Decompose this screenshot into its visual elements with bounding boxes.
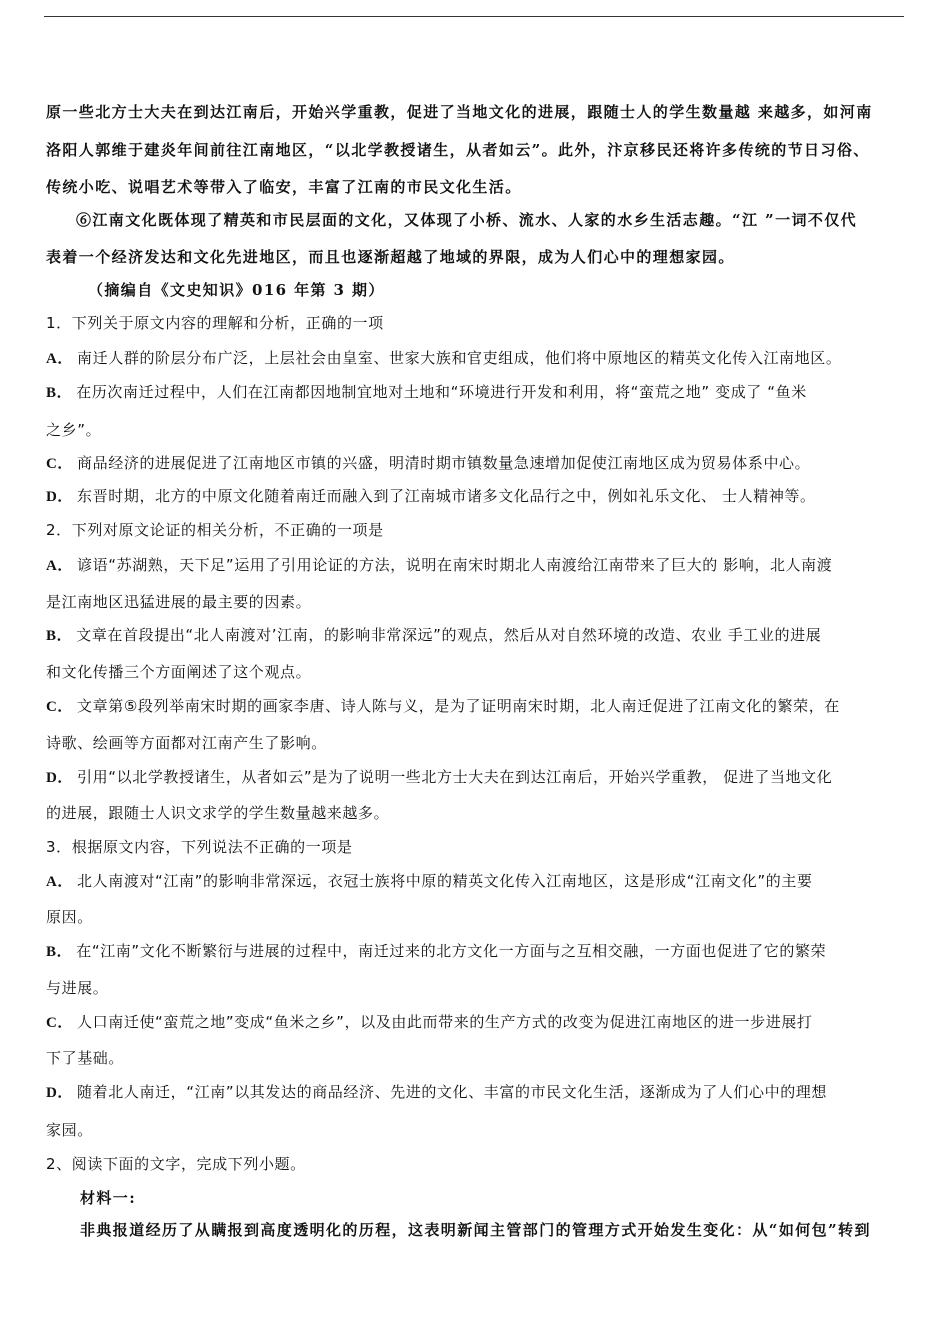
option-b xyxy=(46,382,906,403)
option-a xyxy=(46,871,906,892)
option-d-continued: 的进展，跟随士人识文求学的学生数量越来越多。 xyxy=(46,804,390,822)
option-c xyxy=(46,453,906,474)
option-c xyxy=(46,696,906,717)
option-b-continued: 和文化传播三个方面阐述了这个观点。 xyxy=(46,663,312,681)
option-text: 北人南渡对“江南”的影响非常深远，衣冠士族将中原的精英文化传入江南地区，这是形成“江南文化”的主要 xyxy=(77,872,813,890)
option-text: 在历次南迁过程中，人们在江南都因地制宜地对土地和“环境进行开发和利用，将“蛮荒之地” 变成了 “鱼米 xyxy=(76,383,807,401)
option-c-continued: 诗歌、绘画等方面都对江南产生了影响。 xyxy=(46,734,327,752)
option-a xyxy=(46,348,906,369)
option-d xyxy=(46,486,906,507)
option-letter: A． xyxy=(46,558,74,574)
option-text: 随着北人南迁，“江南”以其发达的商品经济、先进的文化、丰富的市民文化生活，逐渐成为了人们心中的理想 xyxy=(77,1083,827,1101)
passage-line: 表着一个经济发达和文化先进地区，而且也逐渐超越了地域的界限，成为人们心中的理想家园。 xyxy=(46,248,735,266)
option-letter: C． xyxy=(46,456,74,472)
option-letter: D． xyxy=(46,489,74,505)
option-letter: A． xyxy=(46,351,74,367)
option-b-continued: 与进展。 xyxy=(46,979,109,997)
option-letter: B． xyxy=(46,385,73,401)
option-text: 人口南迁使“蛮荒之地”变成“鱼米之乡”，以及由此而带来的生产方式的改变为促进江南地区的进一步进展打 xyxy=(77,1013,813,1031)
source-citation: （摘编自《文史知识》016 年第 3 期） xyxy=(88,281,385,299)
option-c xyxy=(46,1012,906,1033)
option-letter: B． xyxy=(46,628,73,644)
option-letter: C． xyxy=(46,699,74,715)
option-b xyxy=(46,625,906,646)
option-letter: C． xyxy=(46,1015,74,1031)
option-d xyxy=(46,767,906,788)
option-d-continued: 家园。 xyxy=(46,1121,93,1139)
option-a-continued: 原因。 xyxy=(46,908,93,926)
option-text: 在“江南”文化不断繁衍与进展的过程中，南迁过来的北方文化一方面与之互相交融，一方面也促进了它的繁荣 xyxy=(76,942,827,960)
option-d xyxy=(46,1082,906,1103)
option-text: 南迁人群的阶层分布广泛，上层社会由皇室、世家大族和官吏组成，他们将中原地区的精英文化传入江南地区。 xyxy=(77,349,842,367)
passage-line: 原一些北方士大夫在到达江南后，开始兴学重教，促进了当地文化的进展，跟随士人的学生数量越 来越多，如河南 xyxy=(46,103,873,121)
option-a-continued: 是江南地区迅猛进展的最主要的因素。 xyxy=(46,593,312,611)
option-letter: B． xyxy=(46,944,73,960)
material-text: 非典报道经历了从瞒报到高度透明化的历程，这表明新闻主管部门的管理方式开始发生变化：从“如何包”转到 xyxy=(80,1221,871,1239)
option-c-continued: 下了基础。 xyxy=(46,1049,125,1067)
option-letter: D． xyxy=(46,770,74,786)
header-rule xyxy=(44,16,904,17)
passage-line: 洛阳人郭维于建炎年间前往江南地区，“以北学教授诸生，从者如云”。此外，汴京移民还将许多传统的节日习俗、 xyxy=(46,141,870,159)
option-text: 文章在首段提出“北人南渡对’江南，的影响非常深远”的观点，然后从对自然环境的改造、农业 手工业的进展 xyxy=(76,626,822,644)
option-letter: D． xyxy=(46,1085,74,1101)
option-text: 文章第⑤段列举南宋时期的画家李唐、诗人陈与义，是为了证明南宋时期，北人南迁促进了江南文化的繁荣，在 xyxy=(77,697,840,715)
material-label: 材料一: xyxy=(80,1189,137,1207)
option-text: 商品经济的进展促进了江南地区市镇的兴盛，明清时期市镇数量急速增加促使江南地区成为贸易体系中心。 xyxy=(77,454,811,472)
passage-line: 传统小吃、说唱艺术等带入了临安，丰富了江南的市民文化生活。 xyxy=(46,178,522,196)
question-stem: 3．根据原文内容，下列说法不正确的一项是 xyxy=(46,838,353,856)
option-b xyxy=(46,941,906,962)
option-text: 引用“以北学教授诸生，从者如云”是为了说明一些北方士大夫在到达江南后，开始兴学重教， 促进了当地文化 xyxy=(77,768,833,786)
passage-line: ⑥江南文化既体现了精英和市民层面的文化，又体现了小桥、流水、人家的水乡生活志趣。“江 ”一词不仅代 xyxy=(76,211,858,229)
option-text: 东晋时期，北方的中原文化随着南迁而融入到了江南城市诸多文化品行之中，例如礼乐文化、 士人精神等。 xyxy=(77,487,816,505)
option-letter: A． xyxy=(46,874,74,890)
option-b-continued: 之乡”。 xyxy=(46,421,102,439)
option-text: 谚语“苏湖熟，天下足”运用了引用论证的方法，说明在南宋时期北人南渡给江南带来了巨大的 影响，北人南渡 xyxy=(77,556,833,574)
section-heading: 2、阅读下面的文字，完成下列小题。 xyxy=(46,1155,306,1173)
option-a xyxy=(46,555,906,576)
question-stem: 2．下列对原文论证的相关分析，不正确的一项是 xyxy=(46,521,384,539)
question-stem: 1．下列关于原文内容的理解和分析，正确的一项 xyxy=(46,314,384,332)
